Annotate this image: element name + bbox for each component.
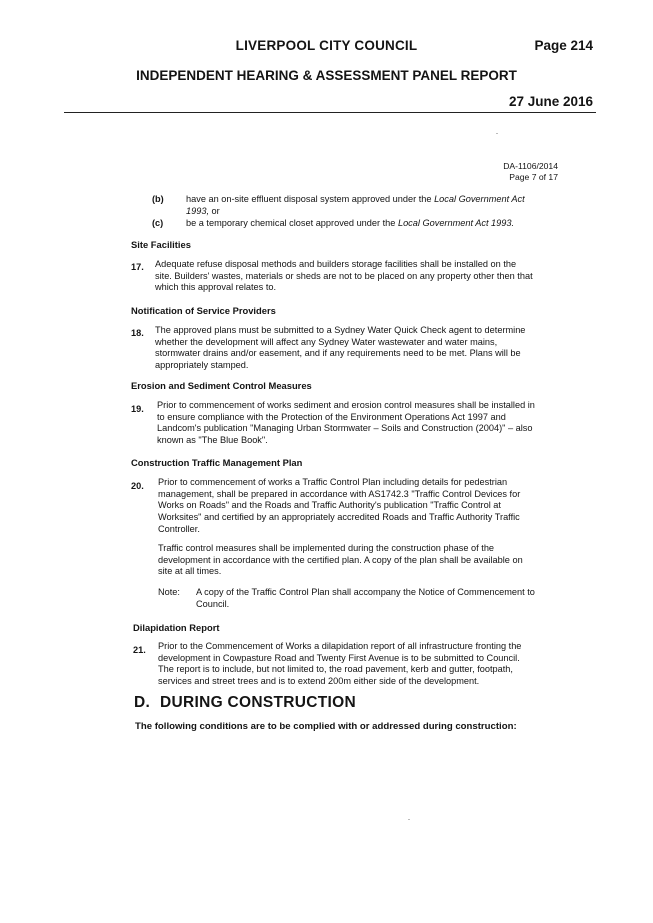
condition-17-text: Adequate refuse disposal methods and builders storage facilities shall be installed on the site. Builders' wastes, materials or sheds are not to be placed on any property other then that which this approval relates to. <box>155 259 533 293</box>
council-name: LIVERPOOL CITY COUNCIL <box>235 38 418 53</box>
header-rule <box>64 112 596 113</box>
condition-18-text: The approved plans must be submitted to a Sydney Water Quick Check agent to determine whether the development will affect any Sydney Water wastewater and water mains, stormwater drains and/or easement, and if any requirements need to be met. Plans will be appropriately stamped. <box>155 325 526 371</box>
condition-number: 19. <box>131 404 144 414</box>
sub-item-text: be a temporary chemical closet approved under the Local Government Act 1993. <box>186 218 515 228</box>
condition-number: 18. <box>131 328 144 338</box>
sub-item-label: (b) <box>152 194 164 204</box>
condition-number: 21. <box>133 645 146 655</box>
part-title: DURING CONSTRUCTION <box>160 694 356 711</box>
section-heading: Construction Traffic Management Plan <box>131 457 303 468</box>
part-intro: The following conditions are to be complied with or addressed during construction: <box>135 721 517 732</box>
scan-speck <box>408 819 410 820</box>
sub-item-label: (c) <box>152 218 164 228</box>
condition-number: 20. <box>131 481 144 491</box>
page-number: Page 214 <box>534 38 593 53</box>
da-number: DA-1106/2014 <box>503 161 558 171</box>
da-reference <box>503 161 558 183</box>
note-text: A copy of the Traffic Control Plan shall accompany the Notice of Commencement to Council. <box>196 587 535 609</box>
condition-19-text: Prior to commencement of works sediment and erosion control measures shall be installed in to ensure compliance with the Protection of the Environment Operations Act 1997 and Landcom's publication "Managing Urban Stormwater – Soils and Construction (2004)" – also known as "The Blue Book". <box>157 400 535 446</box>
condition-number: 17. <box>131 262 144 272</box>
note-label: Note: <box>158 587 180 597</box>
report-date: 27 June 2016 <box>508 94 593 109</box>
condition-20-paragraph-2: Traffic control measures shall be implemented during the construction phase of the development in accordance with the certified plan. A copy of the plan shall be available on site at all times. <box>158 543 523 577</box>
scan-speck <box>496 133 498 134</box>
condition-20-text: Prior to commencement of works a Traffic Control Plan including details for pedestrian management, shall be prepared in accordance with AS1742.3 "Traffic Control Devices for Works on Roads" and the Roads and Traffic Authority's publication "Traffic Control at Worksites" and certified by an appropriately accredited Roads and Traffic Authority Traffic Controller. <box>158 477 521 534</box>
part-letter: D. <box>134 694 151 711</box>
da-page-of: Page 7 of 17 <box>509 172 558 182</box>
section-heading: Notification of Service Providers <box>131 305 276 316</box>
condition-21-text: Prior to the Commencement of Works a dilapidation report of all infrastructure fronting the development in Cowpasture Road and Twenty First Avenue is to be submitted to Council. The report is to include, but not limited to, the road pavement, kerb and gutter, footpath, services and street trees and is to extend 200m either side of the development. <box>158 641 522 687</box>
section-heading: Site Facilities <box>131 239 191 250</box>
report-title: INDEPENDENT HEARING & ASSESSMENT PANEL REPORT <box>136 68 517 83</box>
section-heading: Dilapidation Report <box>133 622 220 633</box>
sub-item-text: have an on-site effluent disposal system approved under the Local Government Act 1993, or <box>186 194 525 216</box>
section-heading: Erosion and Sediment Control Measures <box>131 380 312 391</box>
